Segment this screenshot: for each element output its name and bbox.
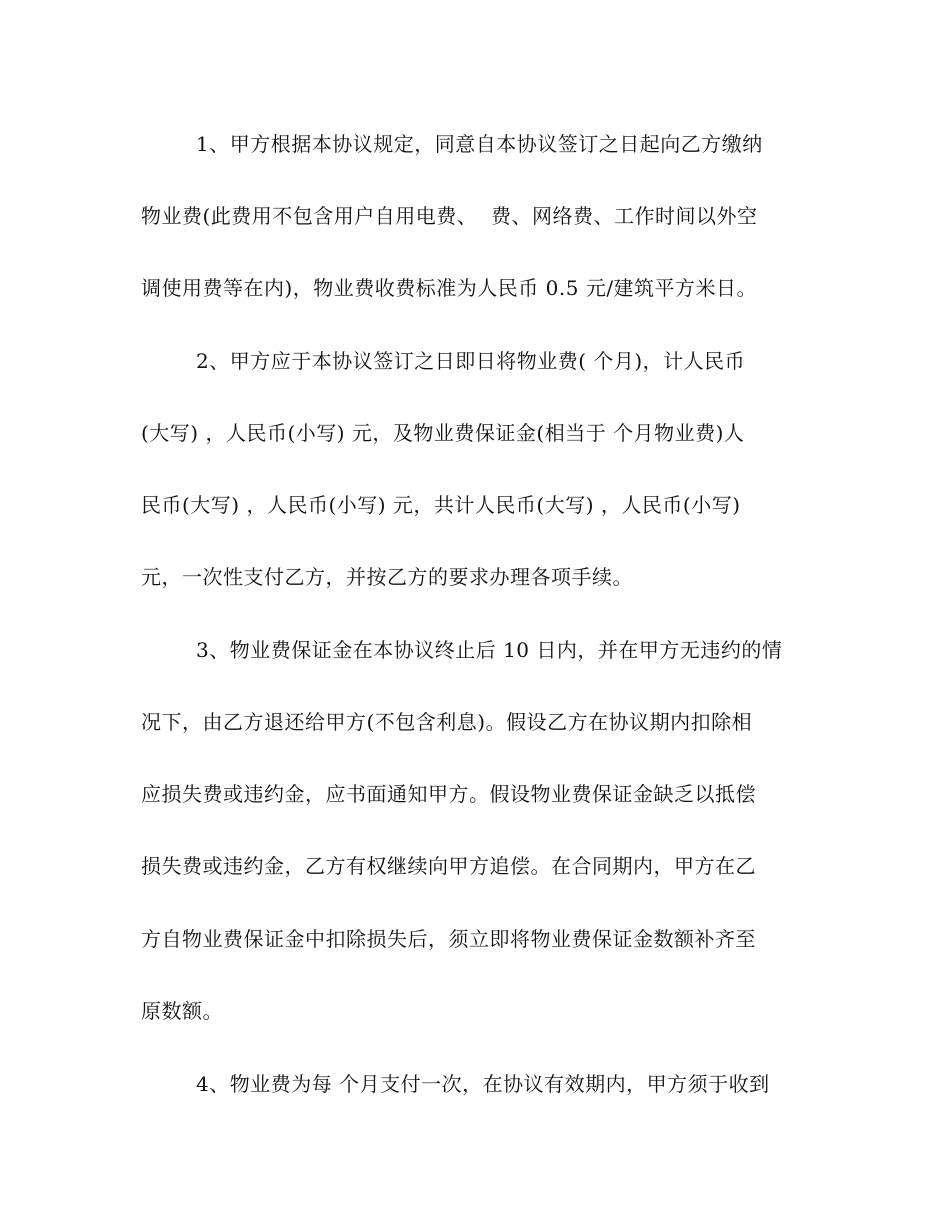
paragraph-2-line-4: 元，一次性支付乙方，并按乙方的要求办理各项手续。 [141, 565, 633, 589]
paragraph-1-line-3: 调使用费等在内)，物业费收费标准为人民币 0.5 元/建筑平方米日。 [141, 276, 758, 300]
paragraph-4-line-1: 4、物业费为每 个月支付一次，在协议有效期内，甲方须于收到 [196, 1072, 770, 1096]
paragraph-2-line-3: 民币(大写) ，人民币(小写) 元，共计人民币(大写) ，人民币(小写) [141, 493, 741, 517]
paragraph-3-line-1: 3、物业费保证金在本协议终止后 10 日内，并在甲方无违约的情 [196, 638, 783, 662]
paragraph-2-line-2: (大写) ，人民币(小写) 元，及物业费保证金(相当于 个月物业费)人 [141, 421, 745, 445]
paragraph-3-line-4: 损失费或违约金，乙方有权继续向甲方追偿。在合同期内，甲方在乙 [141, 854, 756, 878]
paragraph-2-line-1: 2、甲方应于本协议签订之日即日将物业费( 个月)，计人民币 [196, 349, 746, 373]
paragraph-3-line-3: 应损失费或违约金，应书面通知甲方。假设物业费保证金缺乏以抵偿 [141, 782, 756, 806]
paragraph-3-line-6: 原数额。 [141, 999, 223, 1023]
paragraph-3-line-2: 况下，由乙方退还给甲方(不包含利息)。假设乙方在协议期内扣除相 [141, 710, 753, 734]
paragraph-1-line-1: 1、甲方根据本协议规定，同意自本协议签订之日起向乙方缴纳 [196, 132, 763, 156]
paragraph-1-line-2: 物业费(此费用不包含用户自用电费、 费、网络费、工作时间以外空 [141, 204, 758, 228]
paragraph-3-line-5: 方自物业费保证金中扣除损失后，须立即将物业费保证金数额补齐至 [141, 927, 756, 951]
